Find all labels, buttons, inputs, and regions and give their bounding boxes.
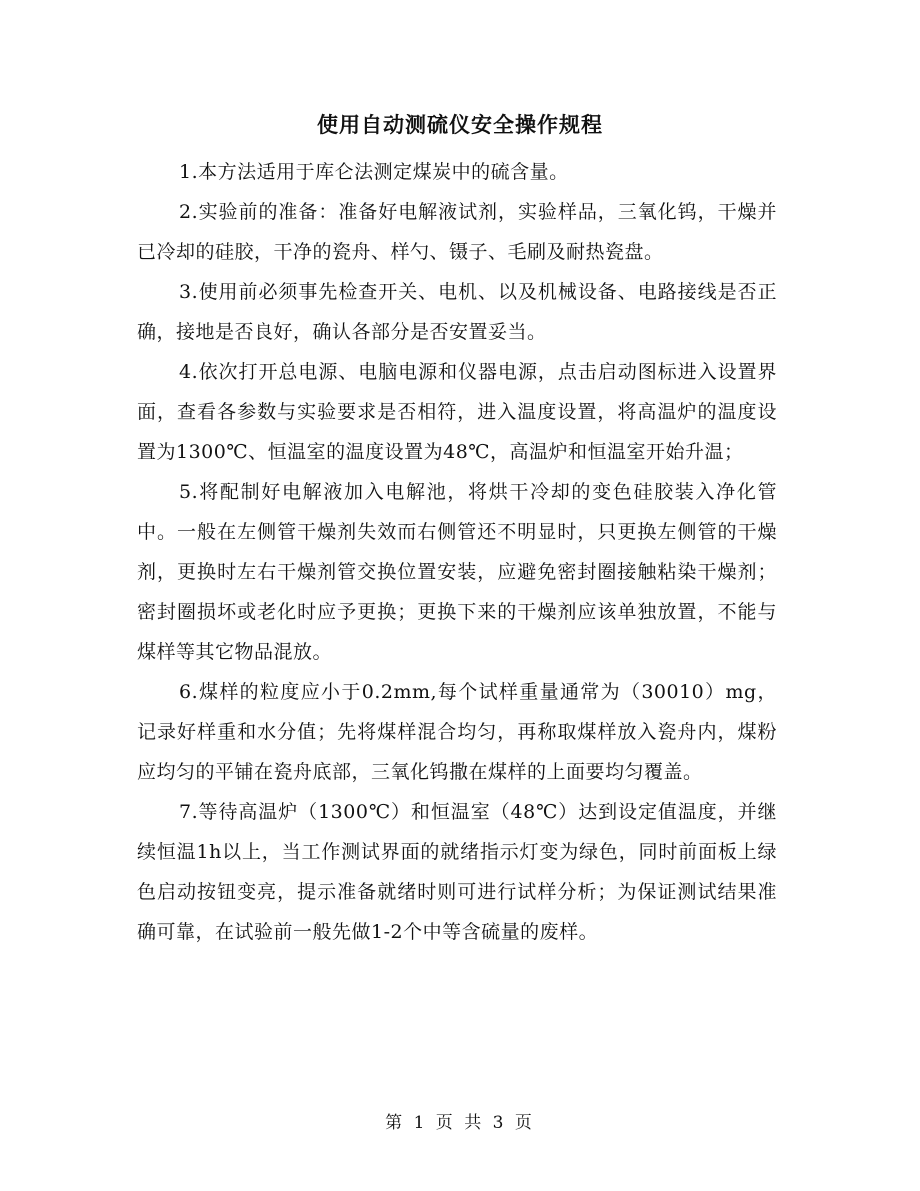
document-title: 使用自动测硫仪安全操作规程 bbox=[317, 112, 603, 137]
page-number-footer: 第 1 页 共 3 页 bbox=[385, 1113, 535, 1133]
paragraph-1: 1.本方法适用于库仑法测定煤炭中的硫含量。 bbox=[179, 161, 569, 183]
document-body bbox=[137, 152, 777, 952]
paragraph-2: 2.实验前的准备：准备好电解液试剂，实验样品，三氧化钨，干燥并已冷却的硅胶，干净的瓷舟、样勺、镊子、毛刷及耐热瓷盘。 bbox=[137, 201, 777, 263]
paragraph-6: 6.煤样的粒度应小于0.2mm,每个试样重量通常为（30010）mg，记录好样重和水分值；先将煤样混合均匀，再称取煤样放入瓷舟内，煤粉应均匀的平铺在瓷舟底部，三氧化钨撒在煤样的上面要均匀覆盖。 bbox=[137, 681, 777, 783]
paragraph-3: 3.使用前必须事先检查开关、电机、以及机械设备、电路接线是否正确，接地是否良好，确认各部分是否安置妥当。 bbox=[137, 281, 777, 343]
paragraph-5: 5.将配制好电解液加入电解池，将烘干冷却的变色硅胶装入净化管中。一般在左侧管干燥剂失效而右侧管还不明显时，只更换左侧管的干燥剂，更换时左右干燥剂管交换位置安装，应避免密封圈接触粘染干燥剂；密封圈损坏或老化时应予更换；更换下来的干燥剂应该单独放置，不能与煤样等其它物品混放。 bbox=[137, 481, 777, 663]
paragraph-7: 7.等待高温炉（1300℃）和恒温室（48℃）达到设定值温度，并继续恒温1h以上，当工作测试界面的就绪指示灯变为绿色，同时前面板上绿色启动按钮变亮，提示准备就绪时则可进行试样分析；为保证测试结果准确可靠，在试验前一般先做1-2个中等含硫量的废样。 bbox=[137, 801, 777, 943]
paragraph-4: 4.依次打开总电源、电脑电源和仪器电源，点击启动图标进入设置界面，查看各参数与实验要求是否相符，进入温度设置，将高温炉的温度设置为1300℃、恒温室的温度设置为48℃，高温炉和恒温室开始升温； bbox=[137, 361, 777, 463]
